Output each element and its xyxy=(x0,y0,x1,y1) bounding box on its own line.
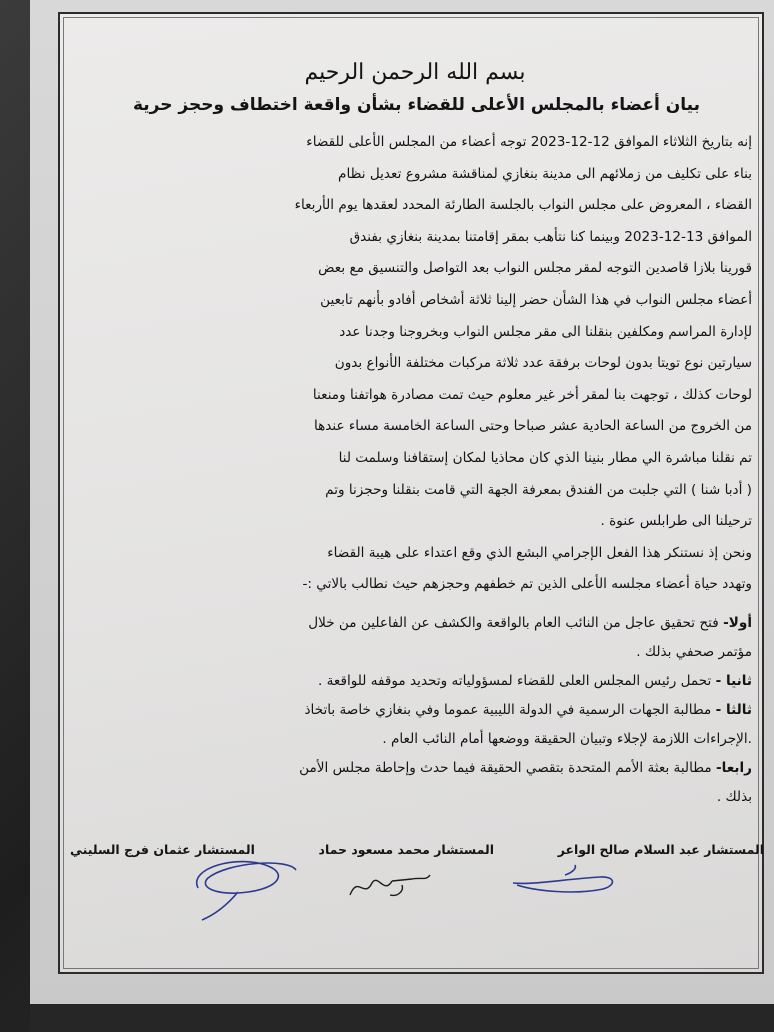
signature-scribble-3 xyxy=(178,848,303,928)
statement-body xyxy=(70,127,760,601)
demand-text-continued: بذلك . xyxy=(716,788,752,805)
demand-label: ثالثا - xyxy=(715,701,752,718)
body-line: إنه بتاريخ الثلاثاء الموافق 12-12-2023 توجه أعضاء من المجلس الأعلى للقضاء xyxy=(306,134,752,150)
demand-text: مطالبة بعثة الأمم المتحدة بتقصي الحقيقة فيما حدث وإحاطة مجلس الأمن xyxy=(299,759,712,776)
demand-text-continued: مؤتمر صحفي بذلك . xyxy=(636,643,752,660)
body-line: ( أدبا شنا ) التي جلبت من الفندق بمعرفة الجهة التي قامت بنقلنا وحجزنا وتم xyxy=(325,481,752,498)
demand-label: رابعا- xyxy=(715,759,752,776)
body-line: سيارتين نوع تويتا بدون لوحات برفقة عدد ثلاثة مركبات مختلفة الأنواع بدون xyxy=(334,355,752,372)
demand-text: مطالبة الجهات الرسمية في الدولة الليبية عموما وفي بنغازي خاصة باتخاذ xyxy=(304,701,712,718)
signature-scribble-1 xyxy=(505,855,625,895)
body-line: بناء على تكليف من زملائهم الى مدينة بنغازي لمناقشة مشروع تعديل نظام xyxy=(338,165,752,182)
body-line: أعضاء مجلس النواب في هذا الشأن حضر إلينا ثلاثة أشخاص أفادو بأنهم تابعين xyxy=(320,291,752,308)
document-title: بيان أعضاء بالمجلس الأعلى للقضاء بشأن واقعة اختطاف وحجز حرية xyxy=(132,95,700,115)
demand-item xyxy=(70,696,752,725)
demand-label: ثانيا - xyxy=(715,672,752,689)
body-line: من الخروج من الساعة الحادية عشر صباحا وحتى الساعة الخامسة مساء عندها xyxy=(313,418,752,435)
demand-item xyxy=(70,667,752,696)
body-line: الموافق 13-12-2023 وبينما كنا نتأهب بمقر إقامتنا بمدينة بنغازي بفندق xyxy=(349,228,752,245)
body-line: لإدارة المراسم ومكلفين بنقلنا الى مقر مجلس النواب وبخروجنا وجدنا عدد xyxy=(339,323,752,340)
body-line: لوحات كذلك ، توجهت بنا لمقر أخر غير معلوم حيث تمت مصادرة هواتفنا ومنعنا xyxy=(312,386,752,403)
frame-bottom-edge xyxy=(30,1004,774,1032)
signatory-name: المستشار عبد السلام صالح الواعر xyxy=(557,842,764,857)
body-line: ترحيلنا الى طرابلس عنوة . xyxy=(600,513,752,530)
demand-text: تحمل رئيس المجلس العلى للقضاء لمسؤولياته وتحديد موقفه للواقعة . xyxy=(317,672,712,689)
demands-list xyxy=(70,609,760,812)
body-line: القضاء ، المعروض على مجلس النواب بالجلسة الطارئة المحدد لعقدها يوم الأربعاء xyxy=(294,197,752,214)
document-content xyxy=(70,60,760,812)
demand-item xyxy=(70,609,752,638)
demand-text-continued: .الإجراءات اللازمة لإجلاء وتبيان الحقيقة ووضعها أمام النائب العام . xyxy=(382,730,752,747)
body-line: ونحن إذ نستنكر هذا الفعل الإجرامي البشع الذي وقع اعتداء على هيبة القضاء xyxy=(327,544,752,561)
signature-scribble-2 xyxy=(340,855,440,905)
body-line: قورينا بلازا قاصدين التوجه لمقر مجلس النواب بعد التواصل والتنسيق مع بعض xyxy=(318,260,752,277)
signatory-name: المستشار محمد مسعود حماد xyxy=(318,842,495,857)
body-line: تم نقلنا مباشرة الي مطار بنينا الذي كان محاذيا لمكان إستقافنا وسلمت لنا xyxy=(338,449,752,466)
demand-item xyxy=(70,754,752,783)
body-line: وتهدد حياة أعضاء مجلسه الأعلى الذين تم خطفهم وحجزهم حيث نطالب بالاتي :- xyxy=(302,576,752,593)
signatory-name: المستشار عثمان فرج السليني xyxy=(70,842,255,857)
demand-label: أولا- xyxy=(723,614,752,631)
demand-text: فتح تحقيق عاجل من النائب العام بالواقعة والكشف عن الفاعلين من خلال xyxy=(308,614,719,631)
basmala: بسم الله الرحمن الرحيم xyxy=(304,60,526,85)
